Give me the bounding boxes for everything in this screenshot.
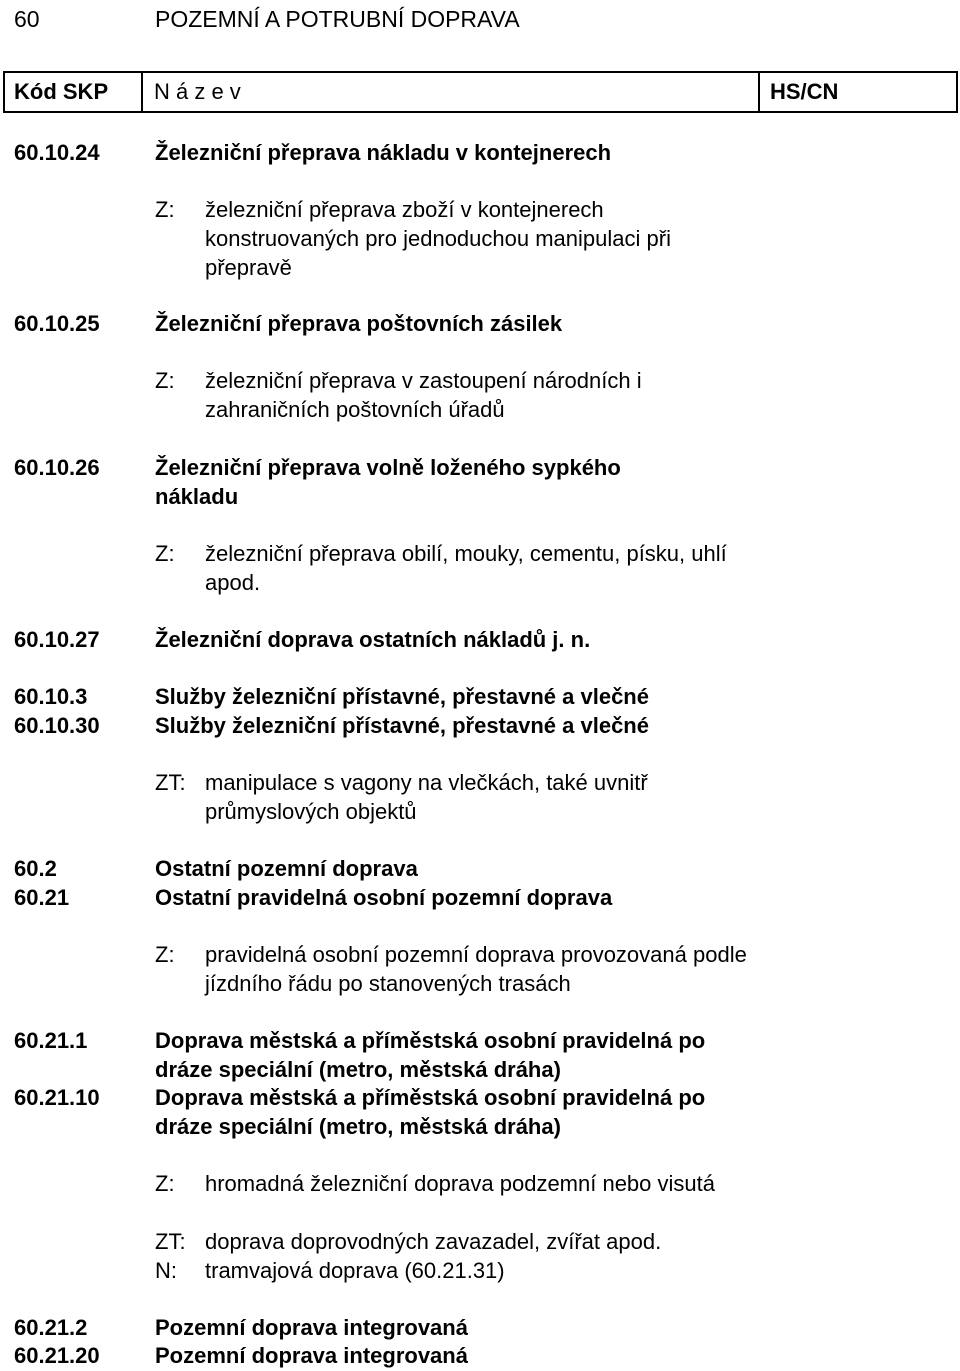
entry-code: 60.21.1 xyxy=(14,1028,88,1053)
note-text: železniční přeprava zboží v kontejnerech konstruovaných pro jednoduchou manipulaci při přepravě xyxy=(205,197,671,280)
note-tag: Z: xyxy=(155,541,175,566)
section-title: POZEMNÍ A POTRUBNÍ DOPRAVA xyxy=(155,6,520,32)
entry-code: 60.21.2 xyxy=(14,1315,88,1340)
entry-code: 60.10.26 xyxy=(14,455,100,480)
entry-name: Železniční přeprava volně loženého sypkého nákladu xyxy=(155,455,621,509)
entry-code: 60.2 xyxy=(14,856,57,881)
note-text: tramvajová doprava (60.21.31) xyxy=(205,1258,505,1283)
note-tag: ZT: xyxy=(155,770,186,795)
note-tag: Z: xyxy=(155,197,175,222)
entry-code: 60.21.10 xyxy=(14,1085,100,1110)
note-tag: Z: xyxy=(155,942,175,967)
column-header-hs: HS/CN xyxy=(770,79,839,104)
column-header-row xyxy=(3,71,958,113)
entry-name: Ostatní pravidelná osobní pozemní doprava xyxy=(155,885,613,910)
note-tag: Z: xyxy=(155,368,175,393)
note-text: železniční přeprava v zastoupení národních i zahraničních poštovních úřadů xyxy=(205,368,642,422)
entry-name: Doprava městská a příměstská osobní pravidelná po dráze speciální (metro, městská dráha) xyxy=(155,1085,706,1139)
entry-name: Služby železniční přístavné, přestavné a vlečné xyxy=(155,684,649,709)
entry-name: Služby železniční přístavné, přestavné a vlečné xyxy=(155,713,649,738)
entry-name: Železniční přeprava poštovních zásilek xyxy=(155,311,563,336)
note-text: hromadná železniční doprava podzemní nebo visutá xyxy=(205,1171,715,1196)
note-text: doprava doprovodných zavazadel, zvířat apod. xyxy=(205,1229,662,1254)
section-code: 60 xyxy=(14,6,40,32)
note-text: pravidelná osobní pozemní doprava provozovaná podle jízdního řádu po stanovených trasách xyxy=(205,942,747,996)
entry-name: Železniční přeprava nákladu v kontejnerech xyxy=(155,140,612,165)
entry-name: Doprava městská a příměstská osobní pravidelná po dráze speciální (metro, městská dráha) xyxy=(155,1028,706,1082)
note-text: železniční přeprava obilí, mouky, cementu, písku, uhlí apod. xyxy=(205,541,727,595)
column-header-code: Kód SKP xyxy=(14,79,109,104)
note-tag: ZT: xyxy=(155,1229,186,1254)
note-tag: N: xyxy=(155,1258,177,1283)
column-header-name: N á z e v xyxy=(154,79,241,104)
entry-code: 60.10.24 xyxy=(14,140,100,165)
entry-name: Pozemní doprava integrovaná xyxy=(155,1315,468,1340)
entry-name: Železniční doprava ostatních nákladů j. n. xyxy=(155,627,591,652)
entry-code: 60.10.25 xyxy=(14,311,100,336)
entry-name: Ostatní pozemní doprava xyxy=(155,856,418,881)
entry-code: 60.10.30 xyxy=(14,713,100,738)
entry-code: 60.21.20 xyxy=(14,1343,100,1368)
note-tag: Z: xyxy=(155,1171,175,1196)
entry-name: Pozemní doprava integrovaná xyxy=(155,1343,468,1368)
note-text: manipulace s vagony na vlečkách, také uvnitř průmyslových objektů xyxy=(205,770,648,824)
entry-code: 60.10.27 xyxy=(14,627,100,652)
entry-code: 60.10.3 xyxy=(14,684,88,709)
entry-code: 60.21 xyxy=(14,885,70,910)
